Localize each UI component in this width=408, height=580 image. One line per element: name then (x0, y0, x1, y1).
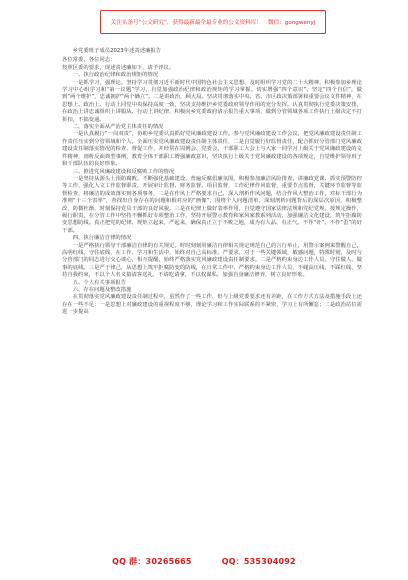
banner-text: 关注头条号“公文研究”，获得最新最全最专业的公文资料库！ (110, 20, 262, 26)
section-heading: 五、个人有关事项报告 (72, 279, 127, 286)
body-paragraph: 一是认真履行“一岗双责”，协助乡党委认真抓好党风廉政建设工作。参与党风廉政建设工作会议，把党风廉政建设责任制工作责任压实到分管领域和个人。全面压实党风廉政建设责任制主体责任，二是自觉履行好监督责任，配合抓好分管部门党风廉政建设责任制落实情况的检查、督促工作，并经常在周例会、党委会、干部职工大会上与大家一同学习上级关于党风廉政建设的文件精神，剖析反面典型事例，教育全体干部职工增强廉政意识，坚决执行上级关于党风廉政建设的各项规定，自觉维护领导班子和干部队伍的良好形象。 (62, 131, 362, 168)
section-heading: 三、推进党风廉政建设和反腐败工作的情况 (72, 168, 175, 175)
promo-banner (100, 10, 326, 34)
section-heading: 四、执行廉洁自律的情况 (72, 235, 132, 242)
banner-wechat: 微信：gongwenyj (267, 20, 316, 26)
qq-group-number: QQ 群：30265665 (112, 557, 192, 566)
document-title: 乡党委班子成员2023年述责述廉报告 (72, 48, 162, 54)
footer-contact (0, 556, 408, 572)
body-paragraph: 一是抓学习，强理论。坚持学习贯彻习近平新时代中国特色社会主义思想，及时组织学习党的二十大精神，积极参加乡理论学习中心组学习和“第一议题”学习，自觉加强政治纪律和政治规矩的学习掌握。切实增强“四个意识”、坚定“四个自信”，做到“两个维护”，忠诚拥护“两个确立”。二是讲政治，顾大局。坚决贯彻落实中央、省、市区政决策部署和重要会议文件精神，在思想上、政治上、行动上同党中央保持高度一致，坚决支持维护乡党委政府领导作用的充分发挥。认真贯彻执行党委决策安排，在政治上讲忠诚组织上讲服从、行动上讲纪律，积极向乡党委政府请示报告重大事项，做到分管领域各项工作执行上级决定不打折扣，不搞变通。 (62, 79, 362, 123)
qq-number: QQ：535304092 (221, 557, 296, 566)
intro-paragraph: 按照区委的要求，现述责述廉如下，请予评议。 (62, 64, 175, 71)
document-body (62, 48, 362, 317)
section-heading: 二、落实全面从严治党主体责任的情况 (72, 124, 164, 131)
greeting: 各位常委、各位同志： (62, 57, 116, 64)
body-paragraph: 在贯彻落实党风廉政建设责任制过程中，虽然作了一些工作，但与上级党委要求还有差距，在工作方式方法及措施手段上还存在一些不足：一是思想上对廉政建设的重视程度不够，理论学习和工作实际联系的不紧密，学习上有所懈怠；二是政治站位需进一步提高 (62, 294, 362, 316)
section-heading: 一、执行政治纪律和政治规矩的情况 (72, 72, 159, 79)
section-heading: 六、存在问题及整改措施 (72, 287, 132, 293)
body-paragraph: 一是坚持从源头上预防腐败。不断强化基础建设，普遍反腐倡廉氛围，积极参加廉洁风险排查、讲廉政党课、抓实预警防控等工作，强化人文工作监督职责，开展审计监督、财务监督、项目监督，工作纪律作风监督，重要节点监督，关键环节监督等监督检查，将廉洁的成效落实到各项事务，二是在作风上严格要求自己，深入剖析作风问题，结合作风大整治工作，对标干部行为准则“十三个表率”，查找出自身存在的问题和相对应的“画像”，围绕个人问题清单，深刻剖析问题背后的深层次原因，积极整改，防微杜渐，时刻保持党员干部的良好风貌。三是在纪律上做好表率作用，自觉遵守国家法律法规和党纪党规，按规定操作，履行职责，在分管工作中坚持不懈抓好专项整治工作，坚持开展警示教育和家风家教系列活动，加强廉洁文化建设，筑牢拒腐防变思想防线。真正把党的纪律、规矩立起来，严起来，确保真正立于不败之地，成为有人品、有正气、不作“奸”、不作“歪”的好干部。 (62, 175, 362, 234)
body-paragraph: 一是严格执行领导干部廉洁自律的有关规定。时时刻刻用廉洁自律相关规定规范自己的言行举止，用警示案例来警醒自己，高明红线，守住底线，在工作、学习和生活中，始终对自己高标准、严要求，对于一些关键领域，敏感问题，特殊时刻，及时与分管部门的同志进行交心谈心，相互提醒，始终严格落实党风廉政建设责任制要求。二是严格约束身边工作人员，守住做人、做事的底线。三是严于律己，从思想上筑牢拒腐防变的防线，在日常工作中，严格约束身边工作人员，不碰高压线，不踩红线，坚持自我约束，不以个人名义搞请客送礼，不请吃请拿，不以权谋私，加强自身廉洁修养，树立良好形象。 (62, 242, 362, 279)
